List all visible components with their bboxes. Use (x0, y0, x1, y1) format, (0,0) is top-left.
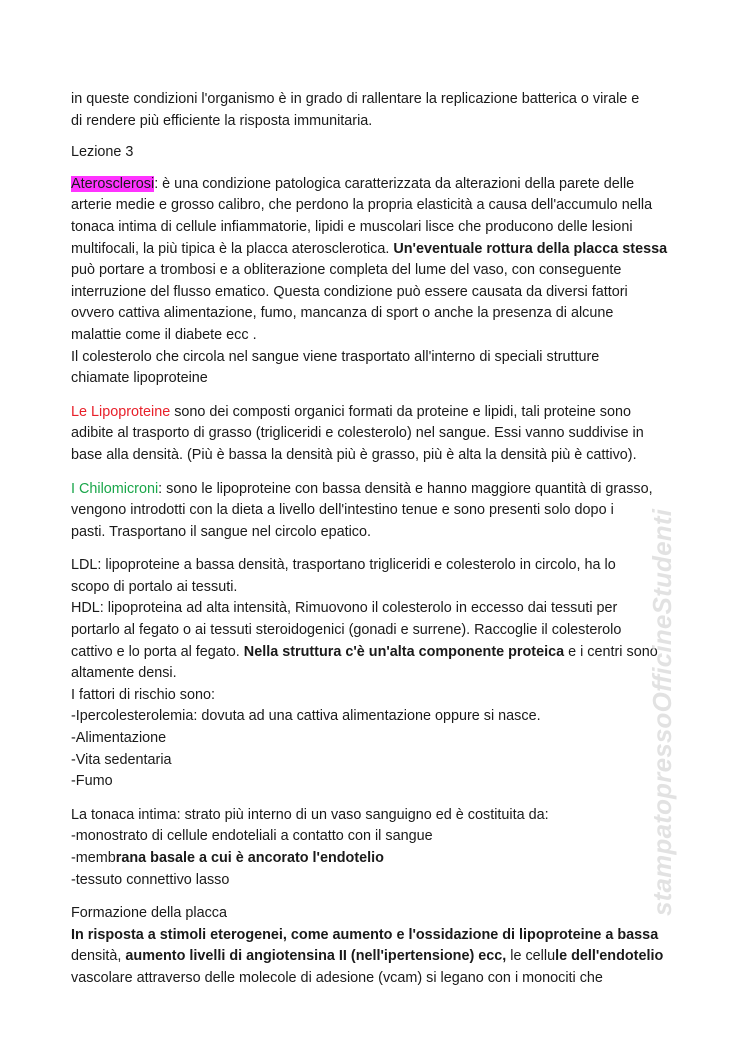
paragraph-line: chiamate lipoproteine (71, 370, 208, 387)
text-span: densità, (71, 948, 126, 965)
text-span: : sono le lipoproteine con bassa densità e hanno maggiore quantità di grasso, (158, 480, 653, 497)
watermark-text: stampatopressoOfficineStudenti (647, 508, 677, 916)
paragraph-line (71, 174, 683, 196)
text-span: : è una condizione patologica caratterizzata da alterazioni della parete delle (154, 175, 635, 192)
paragraph-line: I fattori di rischio sono: (71, 686, 215, 703)
list-item (71, 848, 683, 870)
paragraph-line: portarlo al fegato o ai tessuti steroidogenici (gonadi e surrene). Raccoglie il colesterolo (71, 622, 622, 639)
paragraph-line: vengono introdotti con la dieta a livello dell'intestino tenue e sono presenti solo dopo i (71, 502, 614, 519)
paragraph-line: HDL: lipoproteina ad alta intensità, Rimuovono il colesterolo in eccesso dai tessuti per (71, 600, 618, 617)
bold-text: rana basale a cui è ancorato l'endotelio (115, 850, 384, 866)
paragraph-line: scopo di portalo ai tessuti. (71, 578, 238, 595)
bold-text: Un'eventuale rottura della placca stessa (393, 240, 668, 257)
paragraph-line: LDL: lipoproteine a bassa densità, trasportano trigliceridi e colesterolo in circolo, ha lo (71, 557, 616, 574)
text-span: cattivo e lo porta al fegato. (71, 643, 244, 660)
paragraph-line: pasti. Trasportano il sangue nel circolo epatico. (71, 523, 371, 540)
paragraph-line (71, 946, 683, 968)
list-item: -Fumo (71, 773, 113, 790)
lipoproteine-paragraph (71, 402, 683, 467)
text-span: -memb (71, 850, 116, 866)
text-span: multifocali, la più tipica è la placca aterosclerotica. (71, 240, 394, 257)
list-item: -monostrato di cellule endoteliali a contatto con il sangue (71, 828, 433, 845)
intro-line: in queste condizioni l'organismo è in grado di rallentare la replicazione batterica o virale e (71, 91, 640, 107)
lipoproteine-colored-term: Le Lipoproteine (71, 403, 171, 420)
paragraph-line: può portare a trombosi e a obliterazione completa del lume del vaso, con conseguente (71, 262, 622, 279)
aterosclerosi-paragraph (71, 174, 683, 390)
paragraph-line: altamente densi. (71, 665, 177, 682)
paragraph-line: tonaca intima di cellule infiammatorie, lipidi e muscolari lisce che producono delle lesioni (71, 218, 633, 235)
document-page (71, 89, 683, 990)
aterosclerosi-highlighted-term: Aterosclerosi (71, 175, 155, 192)
ldl-hdl-paragraph (71, 555, 683, 793)
text-span: le cellu (506, 948, 556, 965)
paragraph-line: base alla densità. (Più è bassa la densità più è grasso, più è alta la densità più è cattivo). (71, 446, 637, 463)
paragraph-line: La tonaca intima: strato più interno di un vaso sanguigno ed è costituita da: (71, 806, 549, 823)
section-heading: Formazione della placca (71, 905, 227, 922)
paragraph-line: malattie come il diabete ecc . (71, 326, 257, 343)
list-item: -Vita sedentaria (71, 751, 172, 768)
list-item: -Ipercolesterolemia: dovuta ad una cattiva alimentazione oppure si nasce. (71, 708, 541, 725)
paragraph-line: vascolare attraverso delle molecole di adesione (vcam) si legano con i monociti che (71, 969, 603, 986)
paragraph-line: interruzione del flusso ematico. Questa condizione può essere causata da diversi fattori (71, 283, 628, 300)
paragraph-line: arterie medie e grosso calibro, che perdono la propria elasticità a causa dell'accumulo nella (71, 197, 653, 214)
paragraph-line (71, 239, 683, 261)
paragraph-line (71, 479, 683, 501)
chilomicroni-paragraph (71, 479, 683, 544)
text-span: e i centri sono (564, 643, 658, 660)
tonaca-intima-paragraph (71, 805, 683, 891)
paragraph-line: In risposta a stimoli eterogenei, come aumento e l'ossidazione di lipoproteine a bassa (71, 926, 659, 943)
paragraph-line: Il colesterolo che circola nel sangue viene trasportato all'interno di speciali strutture (71, 348, 600, 365)
formazione-placca-paragraph (71, 903, 683, 989)
chilomicroni-colored-term: I Chilomicroni (71, 480, 159, 497)
lesson-heading: Lezione 3 (71, 144, 134, 161)
bold-text: le dell'endotelio (555, 948, 664, 965)
paragraph-line (71, 642, 683, 664)
list-item: -Alimentazione (71, 730, 167, 747)
paragraph-line: adibite al trasporto di grasso (trigliceridi e colesterolo) nel sangue. Essi vanno suddivise in (71, 425, 644, 442)
paragraph-line (71, 402, 683, 424)
intro-line: di rendere più efficiente la risposta immunitaria. (71, 112, 373, 129)
list-item: -tessuto connettivo lasso (71, 871, 230, 888)
bold-text: aumento livelli di angiotensina II (nell'ipertensione) ecc, (125, 948, 507, 965)
paragraph-line: ovvero cattiva alimentazione, fumo, mancanza di sport o anche la presenza di alcune (71, 305, 614, 322)
bold-text: Nella struttura c'è un'alta componente proteica (243, 643, 565, 660)
text-span: sono dei composti organici formati da proteine e lipidi, tali proteine sono (170, 403, 631, 420)
